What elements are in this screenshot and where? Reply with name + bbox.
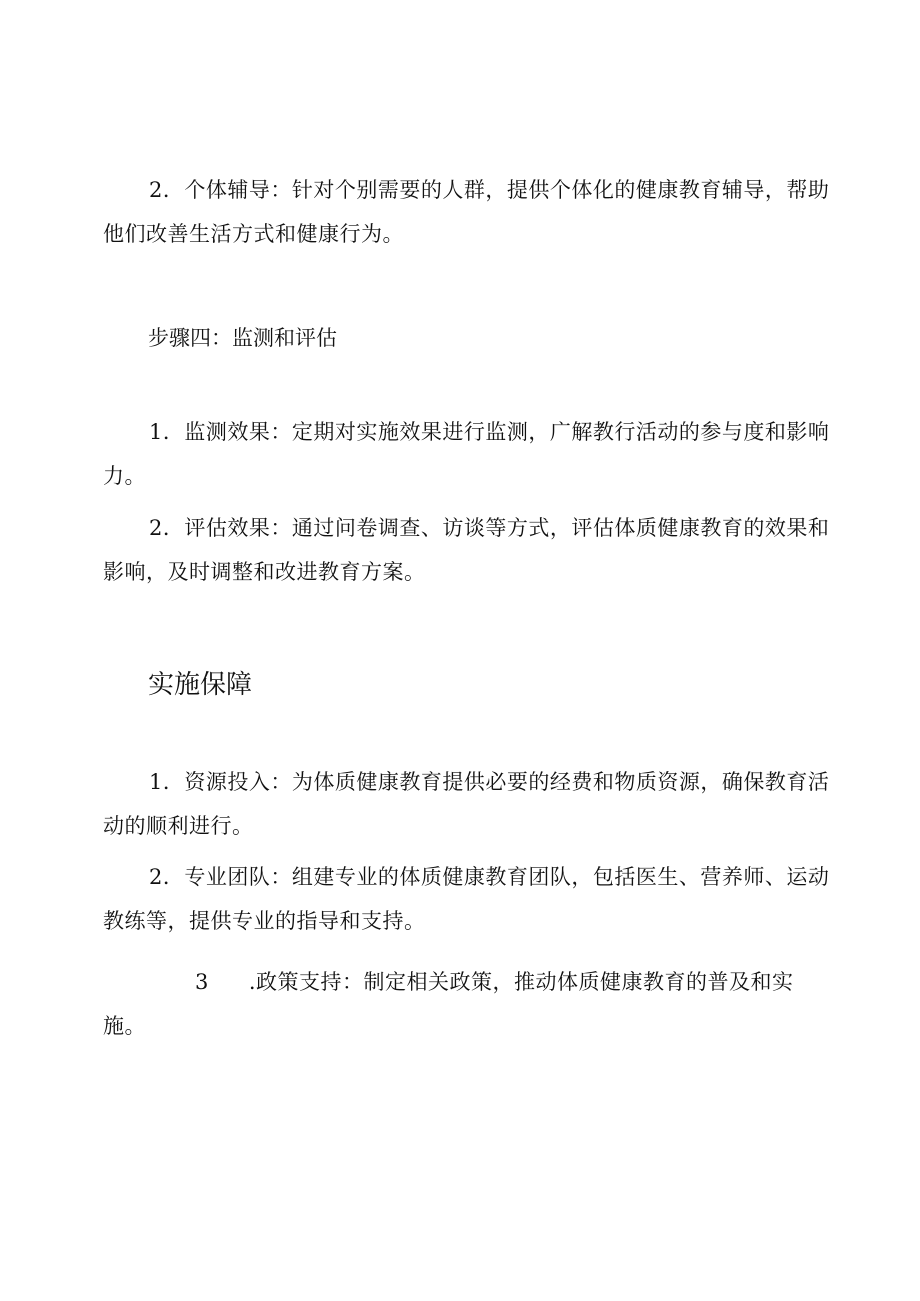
item-number: 3 xyxy=(195,970,209,994)
paragraph-monitor-effect: 1．监测效果：定期对实施效果进行监测，广解教行活动的参与度和影响力。 xyxy=(103,420,830,488)
section-heading-step4: 步骤四：监测和评估 xyxy=(148,326,337,350)
section-heading-guarantee: 实施保障 xyxy=(148,670,253,700)
paragraph-professional-team: 2．专业团队：组建专业的体质健康教育团队，包括医生、营养师、运动教练等，提供专业的指导和支持。 xyxy=(103,865,830,933)
paragraph-evaluate-effect: 2．评估效果：通过问卷调查、访谈等方式，评估体质健康教育的效果和影响，及时调整和改进教育方案。 xyxy=(103,516,830,584)
paragraph-policy-support xyxy=(103,960,833,1048)
item-text: .政策支持：制定相关政策，推动体质健康教育的普及和实施。 xyxy=(103,970,794,1038)
paragraph-resource-input: 1．资源投入：为体质健康教育提供必要的经费和物质资源，确保教育活动的顺利进行。 xyxy=(103,770,830,838)
paragraph-individual-guidance: 2．个体辅导：针对个别需要的人群，提供个体化的健康教育辅导，帮助他们改善生活方式和健康行为。 xyxy=(103,178,830,246)
